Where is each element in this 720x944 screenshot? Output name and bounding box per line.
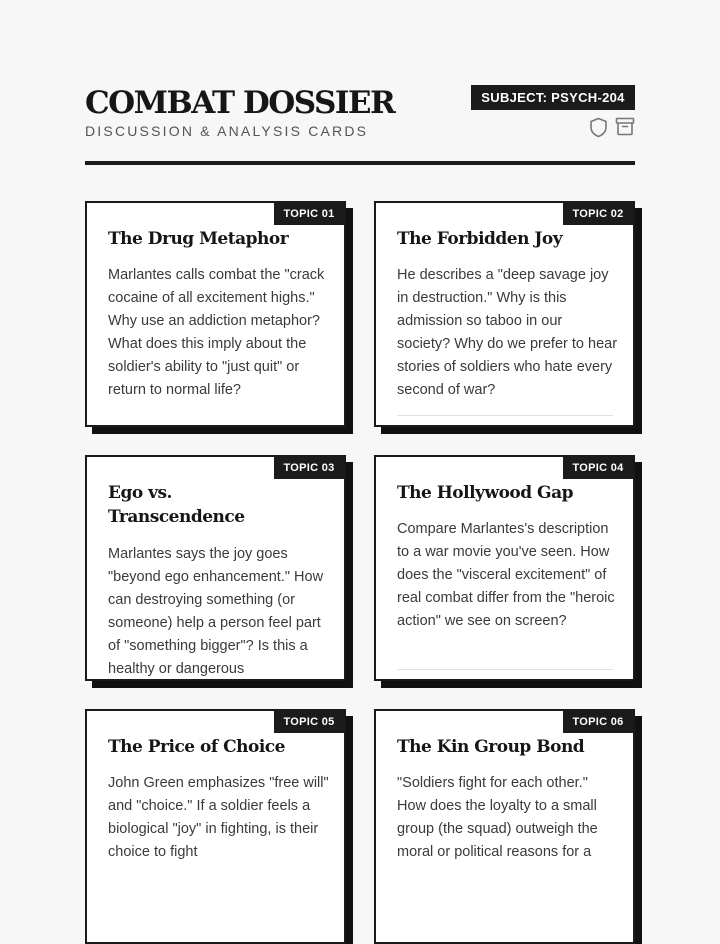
topic-tag: TOPIC 06 — [563, 711, 633, 733]
header-icons — [589, 117, 635, 138]
card-title: The Hollywood Gap — [397, 483, 573, 503]
topic-tag: TOPIC 04 — [563, 457, 633, 479]
header-divider — [85, 161, 635, 165]
topic-card-04[interactable] — [374, 455, 635, 681]
topic-card-06[interactable] — [374, 709, 635, 944]
topic-card-05[interactable] — [85, 709, 346, 944]
topic-card-02[interactable] — [374, 201, 635, 427]
topic-card-03[interactable] — [85, 455, 346, 681]
card-body: Marlantes says the joy goes "beyond ego enhancement." How can destroying something (or someone) help a person feel part of "something bigger"? Is this a healthy or dangerous — [108, 546, 324, 677]
card-title: The Drug Metaphor — [108, 229, 289, 249]
card-body: Compare Marlantes's description to a war movie you've seen. How does the "visceral excitement" of real combat differ from the "heroic action" we see on screen? — [397, 521, 615, 629]
archive-icon — [615, 117, 635, 138]
shield-icon — [589, 117, 608, 138]
card-title: The Price of Choice — [108, 737, 285, 757]
card-body: "Soldiers fight for each other." How does the loyalty to a small group (the squad) outweigh the moral or political reasons for a — [397, 775, 598, 860]
topic-tag: TOPIC 05 — [274, 711, 344, 733]
dossier-header — [85, 85, 635, 167]
card-divider — [397, 415, 613, 416]
subject-badge: SUBJECT: PSYCH-204 — [471, 85, 635, 110]
card-body: John Green emphasizes "free will" and "choice." If a soldier feels a biological "joy" in fighting, is their choice to fight — [108, 775, 329, 860]
page-subtitle: DISCUSSION & ANALYSIS CARDS — [85, 123, 369, 139]
card-title: The Forbidden Joy — [397, 229, 563, 249]
card-divider — [397, 669, 613, 670]
card-title: The Kin Group Bond — [397, 737, 585, 757]
page-title: COMBAT DOSSIER — [85, 85, 395, 121]
topic-card-01[interactable] — [85, 201, 346, 427]
card-body: Marlantes calls combat the "crack cocaine of all excitement highs." Why use an addiction metaphor? What does this imply about the soldier's ability to "just quit" or return to normal life? — [108, 267, 325, 398]
card-title: Ego vs. Transcendence — [108, 483, 245, 527]
topic-tag: TOPIC 03 — [274, 457, 344, 479]
card-body: He describes a "deep savage joy in destruction." Why is this admission so taboo in our society? Why do we prefer to hear stories of soldiers who hate every second of war? — [397, 267, 618, 398]
topic-tag: TOPIC 02 — [563, 203, 633, 225]
topic-tag: TOPIC 01 — [274, 203, 344, 225]
